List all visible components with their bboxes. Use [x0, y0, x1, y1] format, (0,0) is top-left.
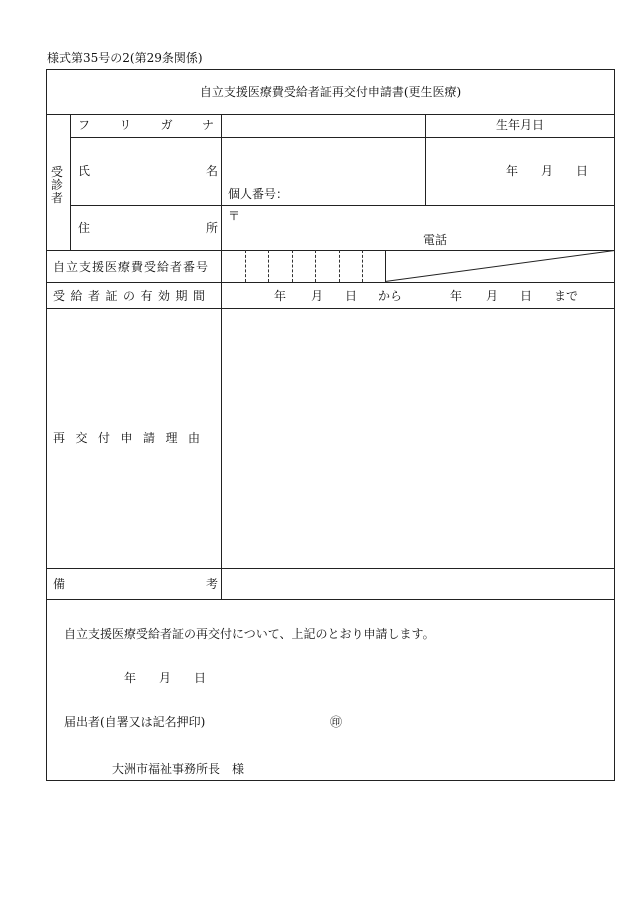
birth-year-label: 年 [506, 164, 519, 178]
addressee: 大洲市福祉事務所長 様 [112, 762, 245, 776]
validity-until-month: 月 [486, 289, 499, 303]
birth-month-label: 月 [541, 164, 554, 178]
form-title: 自立支援医療費受給者証再交付申請書(更生医療) [199, 85, 462, 99]
seal-mark: ㊞ [330, 715, 343, 729]
applicant-label: 届出者(自署又は記名押印) [64, 715, 206, 729]
furigana-char: リ [119, 118, 132, 132]
birth-day-label: 日 [576, 164, 589, 178]
declaration-statement: 自立支援医療受給者証の再交付について、上記のとおり申請します。 [64, 627, 435, 641]
address-label: 住 [78, 221, 91, 235]
validity-until-year: 年 [450, 289, 463, 303]
my-number-label: 個人番号： [228, 187, 289, 201]
name-label: 氏 [78, 164, 91, 178]
declaration-month: 月 [159, 671, 172, 685]
furigana-char: ガ [160, 118, 173, 132]
birthdate-label: 生年月日 [495, 118, 544, 132]
remarks-label-2: 考 [206, 577, 219, 591]
furigana-char: フ [78, 118, 91, 132]
name-label-2: 名 [206, 164, 219, 178]
validity-until-day: 日 [520, 289, 533, 303]
furigana-label [78, 119, 214, 131]
validity-from-day: 日 [345, 289, 358, 303]
furigana-char: ナ [201, 118, 214, 132]
validity-until-label: まで [554, 289, 579, 303]
postal-mark: 〒 [228, 209, 241, 223]
form-code: 様式第35号の2(第29条関係) [47, 51, 203, 65]
validity-from-month: 月 [311, 289, 324, 303]
validity-label: 受給者証の有効期間 [53, 289, 211, 303]
validity-from-label: から [378, 289, 403, 303]
reason-label: 再交付申請理由 [53, 431, 211, 445]
remarks-label: 備 [53, 577, 66, 591]
address-label-2: 所 [206, 221, 219, 235]
recipient-number-label: 自立支援医療費受給者番号 [53, 260, 210, 274]
phone-label: 電話 [423, 233, 448, 247]
declaration-year: 年 [124, 671, 137, 685]
validity-from-year: 年 [274, 289, 287, 303]
diagonal-line [385, 250, 615, 283]
patient-section-label: 受診者 [51, 165, 64, 205]
declaration-day: 日 [194, 671, 207, 685]
